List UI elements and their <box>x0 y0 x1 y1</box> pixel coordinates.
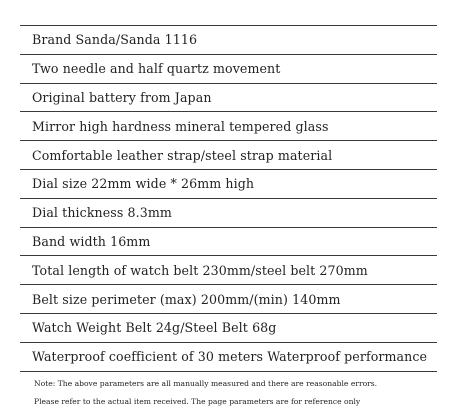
spec-table <box>20 25 437 372</box>
spec-row-dial-thickness: Dial thickness 8.3mm <box>20 199 437 228</box>
spec-row-band-width: Band width 16mm <box>20 228 437 257</box>
spec-row-glass: Mirror high hardness mineral tempered glass <box>20 112 437 141</box>
note-measurement: Note: The above parameters are all manually measured and there are reasonable errors. <box>34 379 378 388</box>
disclaimer-notes <box>34 375 444 411</box>
spec-row-battery: Original battery from Japan <box>20 84 437 113</box>
spec-row-brand: Brand Sanda/Sanda 1116 <box>20 26 437 55</box>
note-reference: Please refer to the actual item received. The page parameters are for reference only <box>34 397 361 406</box>
spec-row-dial-size: Dial size 22mm wide * 26mm high <box>20 170 437 199</box>
spec-row-belt-length: Total length of watch belt 230mm/steel belt 270mm <box>20 256 437 285</box>
spec-row-strap-material: Comfortable leather strap/steel strap material <box>20 141 437 170</box>
spec-row-waterproof: Waterproof coefficient of 30 meters Waterproof performance <box>20 343 437 372</box>
spec-row-movement: Two needle and half quartz movement <box>20 55 437 84</box>
spec-row-weight: Watch Weight Belt 24g/Steel Belt 68g <box>20 314 437 343</box>
spec-row-belt-perimeter: Belt size perimeter (max) 200mm/(min) 140mm <box>20 285 437 314</box>
